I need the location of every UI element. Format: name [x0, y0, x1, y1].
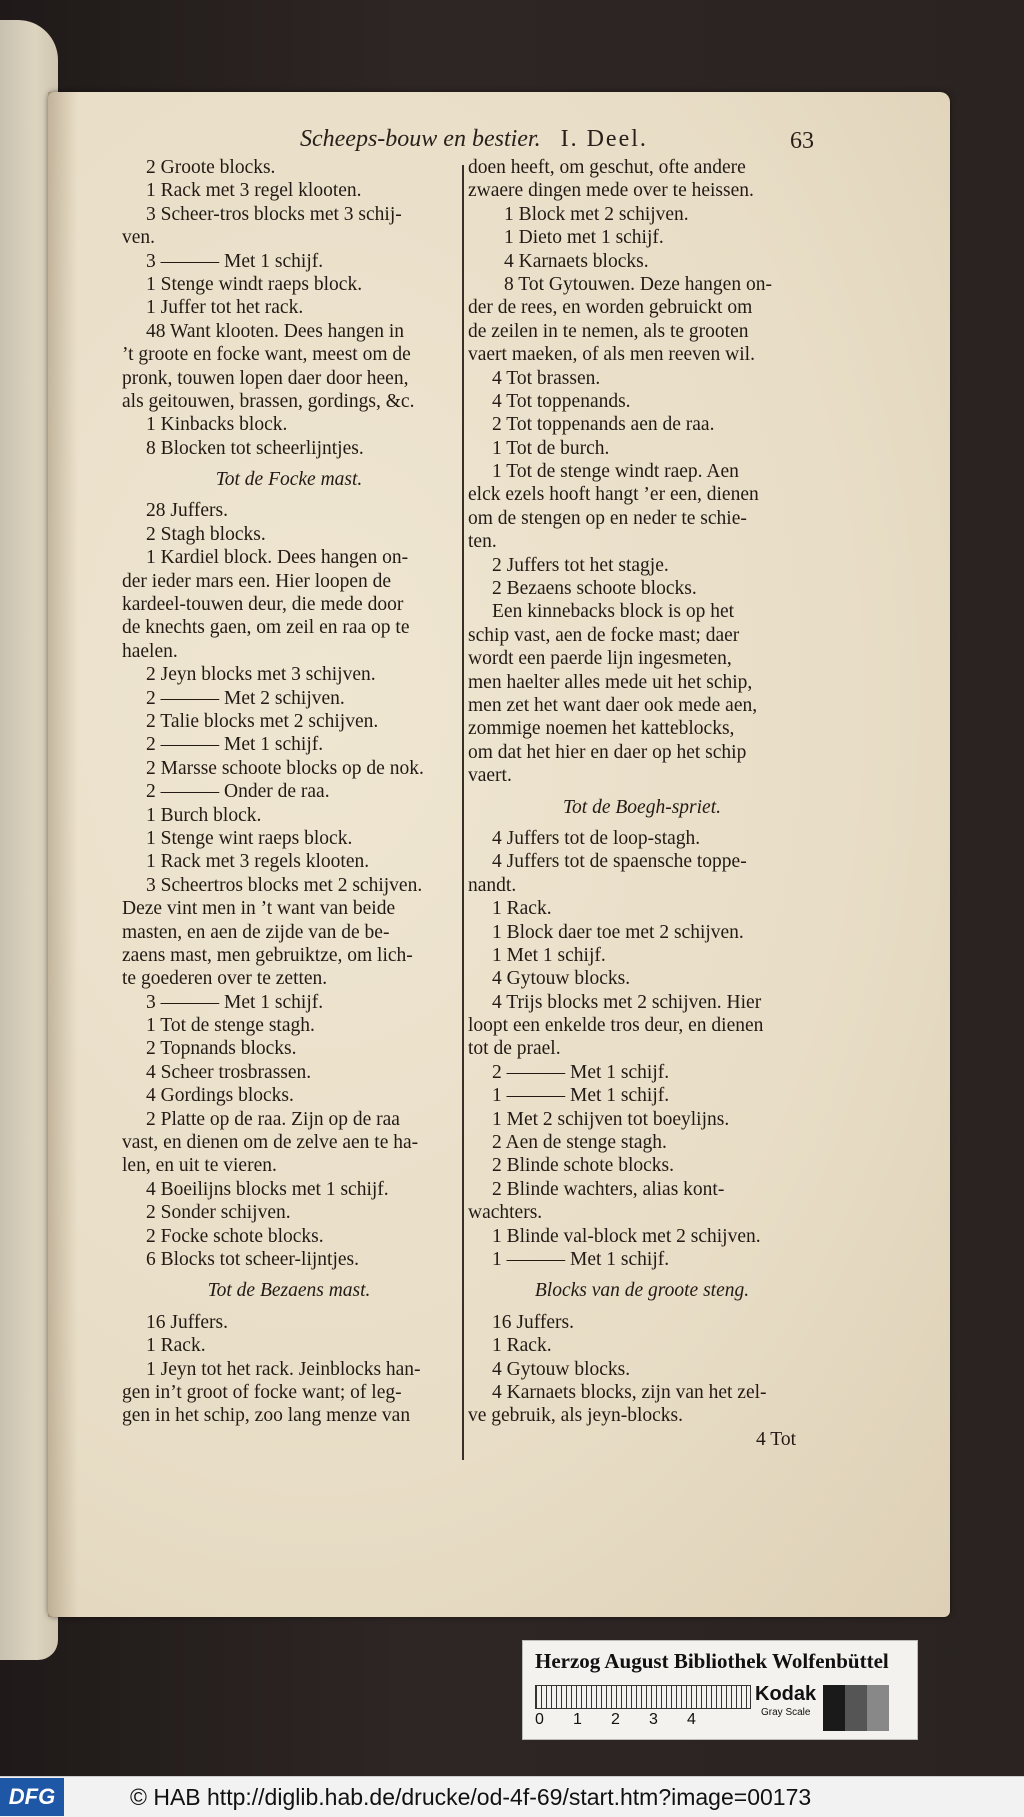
section-heading: Tot de Boegh-spriet.: [563, 796, 721, 818]
text-line: 16 Juffers.: [146, 1311, 228, 1333]
text-line: 2 Jeyn blocks met 3 schijven.: [146, 664, 376, 686]
text-line: 1 Rack met 3 regel klooten.: [146, 180, 362, 202]
text-line: 4 Gytouw blocks.: [492, 1358, 631, 1380]
text-line: 2 Aen de stenge stagh.: [492, 1132, 667, 1154]
text-line: 1 Rack.: [492, 898, 552, 920]
text-line: 4 Tot: [756, 1428, 796, 1450]
text-line: 4 Juffers tot de spaensche toppe-: [492, 851, 747, 873]
header-title: Scheeps-bouw en bestier.: [300, 126, 541, 152]
text-line: 4 Gordings blocks.: [146, 1085, 294, 1107]
text-line: 2 Marsse schoote blocks op de nok.: [146, 757, 424, 779]
text-line: 1 Tot de burch.: [492, 437, 610, 459]
text-line: haelen.: [122, 640, 178, 662]
text-line: 1 Stenge windt raeps block.: [146, 273, 363, 295]
column-divider: [462, 165, 464, 1460]
running-header: [300, 126, 820, 160]
text-line: 1 Blinde val-block met 2 schijven.: [492, 1225, 761, 1247]
text-line: wordt een paerde lijn ingesmeten,: [468, 648, 732, 670]
text-line: 2 ——— Onder de raa.: [146, 781, 330, 803]
text-line: ten.: [468, 531, 497, 553]
text-line: 4 Juffers tot de loop-stagh.: [492, 827, 701, 849]
text-line: gen in het schip, zoo lang menze van: [122, 1405, 411, 1427]
text-line: 2 Blinde wachters, alias kont-: [492, 1178, 725, 1200]
text-line: 2 Sonder schijven.: [146, 1202, 291, 1224]
text-line: zwaere dingen mede over te heissen.: [468, 180, 754, 202]
header-part: I. Deel.: [560, 126, 648, 152]
text-line: 4 Gytouw blocks.: [492, 968, 631, 990]
text-line: 3 ——— Met 1 schijf.: [146, 250, 324, 272]
credit-link[interactable]: © HAB http://diglib.hab.de/drucke/od-4f-69/start.htm?image=00173: [130, 1784, 812, 1810]
section-heading: Tot de Focke mast.: [215, 469, 363, 491]
text-line: 1 Rack met 3 regels klooten.: [146, 851, 370, 873]
text-line: 1 Jeyn tot het rack. Jeinblocks han-: [146, 1358, 421, 1380]
text-line: vaert maeken, of als men reeven wil.: [468, 344, 755, 366]
gray-patch-mid: [845, 1685, 867, 1731]
text-line: 1 ——— Met 1 schijf.: [492, 1085, 670, 1107]
section-heading: Blocks van de groote steng.: [534, 1280, 750, 1302]
text-line: tot de prael.: [468, 1038, 561, 1060]
text-line: 1 Rack.: [492, 1335, 552, 1357]
text-line: de knechts gaen, om zeil en raa op te: [122, 617, 410, 639]
text-line: 1 Block met 2 schijven.: [504, 203, 689, 225]
text-line: 2 Tot toppenands aen de raa.: [492, 414, 715, 436]
text-line: 2 ——— Met 1 schijf.: [146, 734, 324, 756]
text-line: om dat het hier en daer op het schip: [468, 741, 747, 763]
text-line: 2 ——— Met 1 schijf.: [492, 1061, 670, 1083]
text-line: 1 ——— Met 1 schijf.: [492, 1248, 670, 1270]
text-line: 4 Tot toppenands.: [492, 390, 631, 412]
text-line: 1 Kardiel block. Dees hangen on-: [146, 547, 409, 569]
library-color-target: [522, 1640, 918, 1740]
text-line: elck ezels hooft hangt ’er een, dienen: [468, 484, 759, 506]
left-column: [122, 156, 456, 1428]
text-line: 1 Juffer tot het rack.: [146, 297, 304, 319]
text-line: doen heeft, om geschut, ofte andere: [468, 157, 746, 178]
text-line: 1 Kinbacks block.: [146, 414, 288, 436]
text-line: 28 Juffers.: [146, 500, 228, 522]
text-line: 2 Talie blocks met 2 schijven.: [146, 711, 379, 732]
text-line: om de stengen op en neder te schie-: [468, 507, 747, 529]
text-line: 3 Scheer-tros blocks met 3 schij-: [146, 203, 402, 225]
text-line: ’t groote en focke want, meest om de: [122, 344, 411, 366]
text-line: 3 ——— Met 1 schijf.: [146, 991, 324, 1013]
text-line: Een kinnebacks block is op het: [492, 601, 735, 623]
text-line: 1 Rack.: [146, 1335, 206, 1357]
text-line: als geitouwen, brassen, gordings, &c.: [122, 390, 415, 412]
text-line: 8 Blocken tot scheerlijntjes.: [146, 437, 364, 459]
text-line: 48 Want klooten. Dees hangen in: [146, 320, 405, 342]
text-line: kardeel-touwen deur, die mede door: [122, 594, 404, 616]
text-line: 4 Karnaets blocks, zijn van het zel-: [492, 1381, 767, 1403]
text-line: 1 Met 2 schijven tot boeylijns.: [492, 1108, 730, 1130]
text-line: 2 Groote blocks.: [146, 157, 276, 178]
text-line: 3 Scheertros blocks met 2 schijven.: [146, 874, 423, 896]
text-line: gen in’t groot of focke want; of leg-: [122, 1381, 402, 1403]
text-line: 1 Tot de stenge stagh.: [146, 1015, 315, 1037]
text-line: 2 Juffers tot het stagje.: [492, 554, 669, 576]
text-line: der de rees, en worden gebruickt om: [468, 297, 753, 319]
scale-number: 1: [573, 1711, 582, 1728]
text-line: nandt.: [468, 874, 517, 896]
text-line: Deze vint men in ’t want van beide: [122, 898, 396, 920]
text-line: vast, en dienen om de zelve aen te ha-: [122, 1132, 419, 1154]
dfg-logo[interactable]: DFG: [0, 1778, 64, 1816]
text-line: 2 Platte op de raa. Zijn op de raa: [146, 1108, 400, 1130]
scale-number: 3: [649, 1711, 658, 1728]
gray-patch-dark: [823, 1685, 845, 1731]
library-name: Herzog August Bibliothek Wolfenbüttel: [535, 1649, 889, 1673]
scale-number: 4: [687, 1711, 696, 1728]
text-line: ve gebruik, als jeyn-blocks.: [468, 1405, 683, 1427]
text-line: der ieder mars een. Hier loopen de: [122, 570, 392, 592]
text-line: 8 Tot Gytouwen. Deze hangen on-: [504, 273, 772, 295]
text-line: vaert.: [468, 765, 512, 787]
gray-scale-label: Gray Scale: [761, 1707, 811, 1718]
text-line: 2 Topnands blocks.: [146, 1038, 297, 1060]
page-number: 63: [790, 128, 814, 154]
scale-number: 2: [611, 1711, 620, 1728]
text-line: 1 Block daer toe met 2 schijven.: [492, 921, 744, 943]
text-line: 2 Stagh blocks.: [146, 523, 266, 545]
text-line: 1 Tot de stenge windt raep. Aen: [492, 461, 739, 483]
text-line: pronk, touwen lopen daer door heen,: [122, 367, 409, 389]
right-column: [468, 156, 816, 1451]
text-line: de zeilen in te nemen, als te grooten: [468, 320, 749, 342]
text-line: 1 Burch block.: [146, 804, 262, 826]
text-line: 1 Met 1 schijf.: [492, 944, 606, 966]
text-line: 6 Blocks tot scheer-lijntjes.: [146, 1248, 359, 1270]
text-line: schip vast, aen de focke mast; daer: [468, 624, 740, 646]
text-line: ven.: [122, 227, 156, 249]
text-line: men zet het want daer ook mede aen,: [468, 694, 758, 716]
text-line: 2 ——— Met 2 schijven.: [146, 687, 345, 709]
text-line: men haelter alles mede uit het schip,: [468, 671, 753, 693]
page-gutter-shadow: [48, 92, 78, 1617]
text-line: loopt een enkelde tros deur, en dienen: [468, 1015, 764, 1037]
text-line: 1 Dieto met 1 schijf.: [504, 227, 664, 249]
kodak-logo: Kodak: [755, 1683, 817, 1705]
scale-number: 0: [535, 1711, 544, 1728]
ruler-scale: [535, 1685, 751, 1709]
text-line: 4 Tot brassen.: [492, 367, 601, 389]
text-line: 2 Blinde schote blocks.: [492, 1155, 674, 1177]
scale-numbers: [535, 1711, 725, 1729]
section-heading: Tot de Bezaens mast.: [207, 1280, 371, 1302]
text-line: 16 Juffers.: [492, 1311, 574, 1333]
text-line: wachters.: [468, 1202, 543, 1224]
text-line: 2 Focke schote blocks.: [146, 1225, 324, 1247]
text-line: 1 Stenge wint raeps block.: [146, 827, 353, 849]
gray-patch-light: [867, 1685, 889, 1731]
text-line: zaens mast, men gebruiktze, om lich-: [122, 944, 413, 966]
text-line: zommige noemen het katteblocks,: [468, 718, 735, 740]
text-line: 4 Scheer trosbrassen.: [146, 1061, 312, 1083]
text-line: 2 Bezaens schoote blocks.: [492, 578, 697, 600]
text-line: 4 Trijs blocks met 2 schijven. Hier: [492, 991, 762, 1013]
text-line: len, en uit te vieren.: [122, 1155, 277, 1177]
text-line: 4 Boeilijns blocks met 1 schijf.: [146, 1178, 389, 1200]
text-line: te goederen over te zetten.: [122, 968, 328, 990]
text-line: masten, en aen de zijde van de be-: [122, 921, 390, 943]
text-line: 4 Karnaets blocks.: [504, 250, 649, 272]
